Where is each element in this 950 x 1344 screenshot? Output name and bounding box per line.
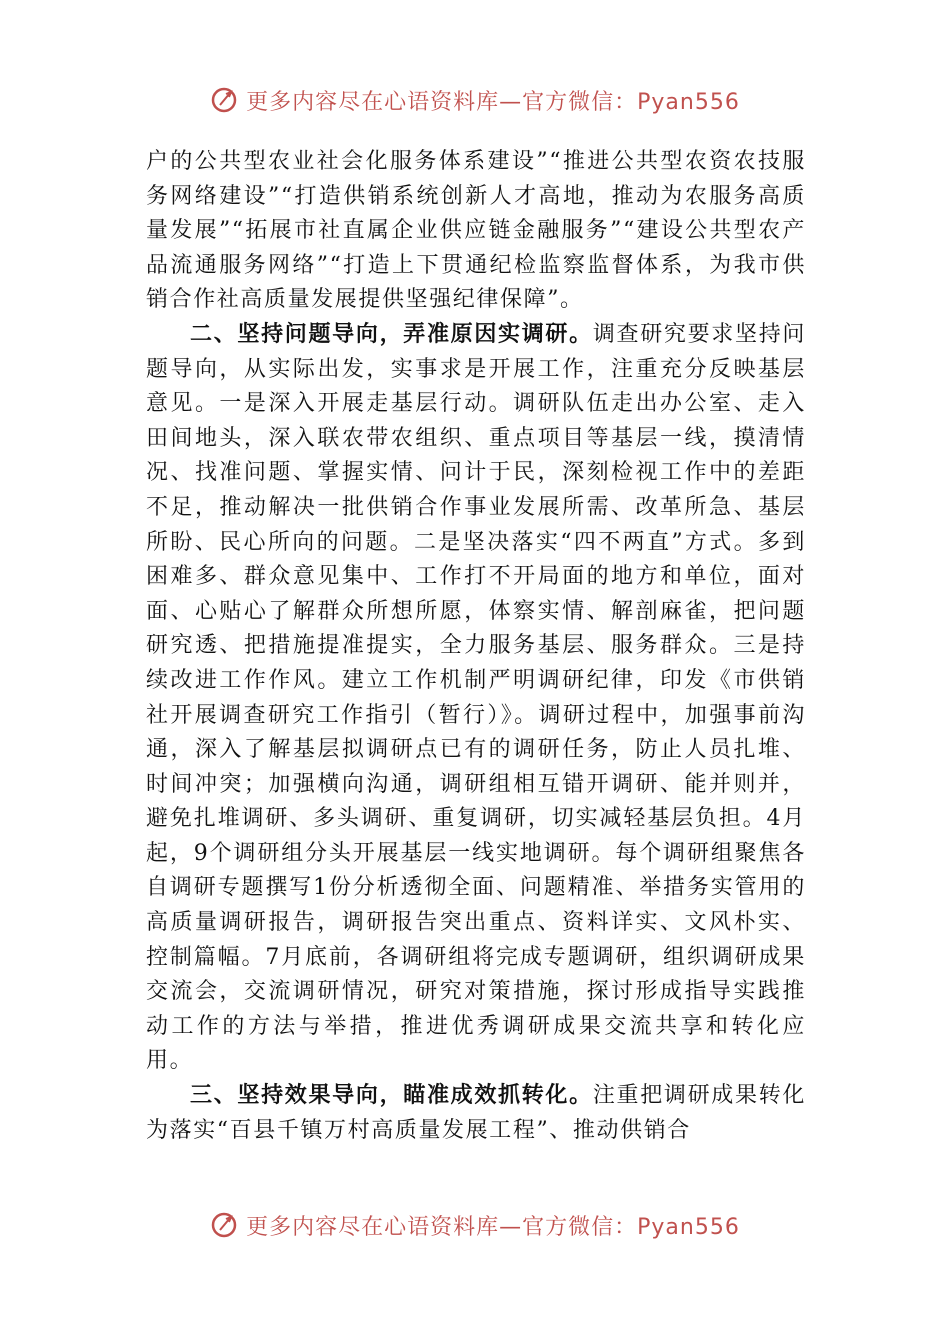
paragraph-2	[146, 318, 806, 1079]
watermark-logo-icon	[210, 85, 240, 115]
header-watermark	[0, 80, 950, 120]
document-body	[146, 145, 806, 1195]
paragraph-1-body: 户的公共型农业社会化服务体系建设”“推进公共型农资农技服务网络建设”“打造供销系统创新人才高地，推动为农服务高质量发展”“拓展市社直属企业供应链金融服务”“建设公共型农产品流通服务网络”“打造上下贯通纪检监察监督体系，为我市供销合作社高质量发展提供坚强纪律保障”。	[146, 149, 806, 313]
paragraph-2-body: 调查研究要求坚持问题导向，从实际出发，实事求是开展工作，注重充分反映基层意见。一是深入开展走基层行动。调研队伍走出办公室、走入田间地头，深入联农带农组织、重点项目等基层一线，摸清情况、找准问题、掌握实情、问计于民，深刻检视工作中的差距不足，推动解决一批供销合作事业发展所需、改革所急、基层所盼、民心所向的问题。二是坚决落实“四不两直”方式。多到困难多、群众意见集中、工作打不开局面的地方和单位，面对面、心贴心了解群众所想所愿，体察实情、解剖麻雀，把问题研究透、把措施提准提实，全力服务基层、服务群众。三是持续改进工作作风。建立工作机制严明调研纪律，印发《市供销社开展调查研究工作指引（暂行）》。调研过程中，加强事前沟通，深入了解基层拟调研点已有的调研任务，防止人员扎堆、时间冲突；加强横向沟通，调研组相互错开调研、能并则并，避免扎堆调研、多头调研、重复调研，切实减轻基层负担。4月起，9个调研组分头开展基层一线实地调研。每个调研组聚焦各自调研专题撰写1份分析透彻全面、问题精准、举措务实管用的高质量调研报告，调研报告突出重点、资料详实、文风朴实、控制篇幅。7月底前，各调研组将完成专题调研，组织调研成果交流会，交流调研情况，研究对策措施，探讨形成指导实践推动工作的方法与举措，推进优秀调研成果交流共享和转化应用。	[146, 321, 806, 1074]
section-2-heading: 二、坚持问题导向，弄准原因实调研。	[190, 321, 593, 347]
watermark-logo-icon	[210, 1210, 240, 1240]
watermark-text: 更多内容尽在心语资料库—官方微信：Pyan556	[246, 89, 740, 115]
paragraph-3	[146, 1079, 806, 1148]
section-3-heading: 三、坚持效果导向，瞄准成效抓转化。	[190, 1083, 593, 1109]
footer-watermark	[0, 1205, 950, 1245]
paragraph-1	[146, 145, 806, 318]
watermark-text: 更多内容尽在心语资料库—官方微信：Pyan556	[246, 1214, 740, 1240]
paragraph-3-body: 注重把调研成果转化为落实“百县千镇万村高质量发展工程”、推动供销合	[146, 1083, 806, 1143]
